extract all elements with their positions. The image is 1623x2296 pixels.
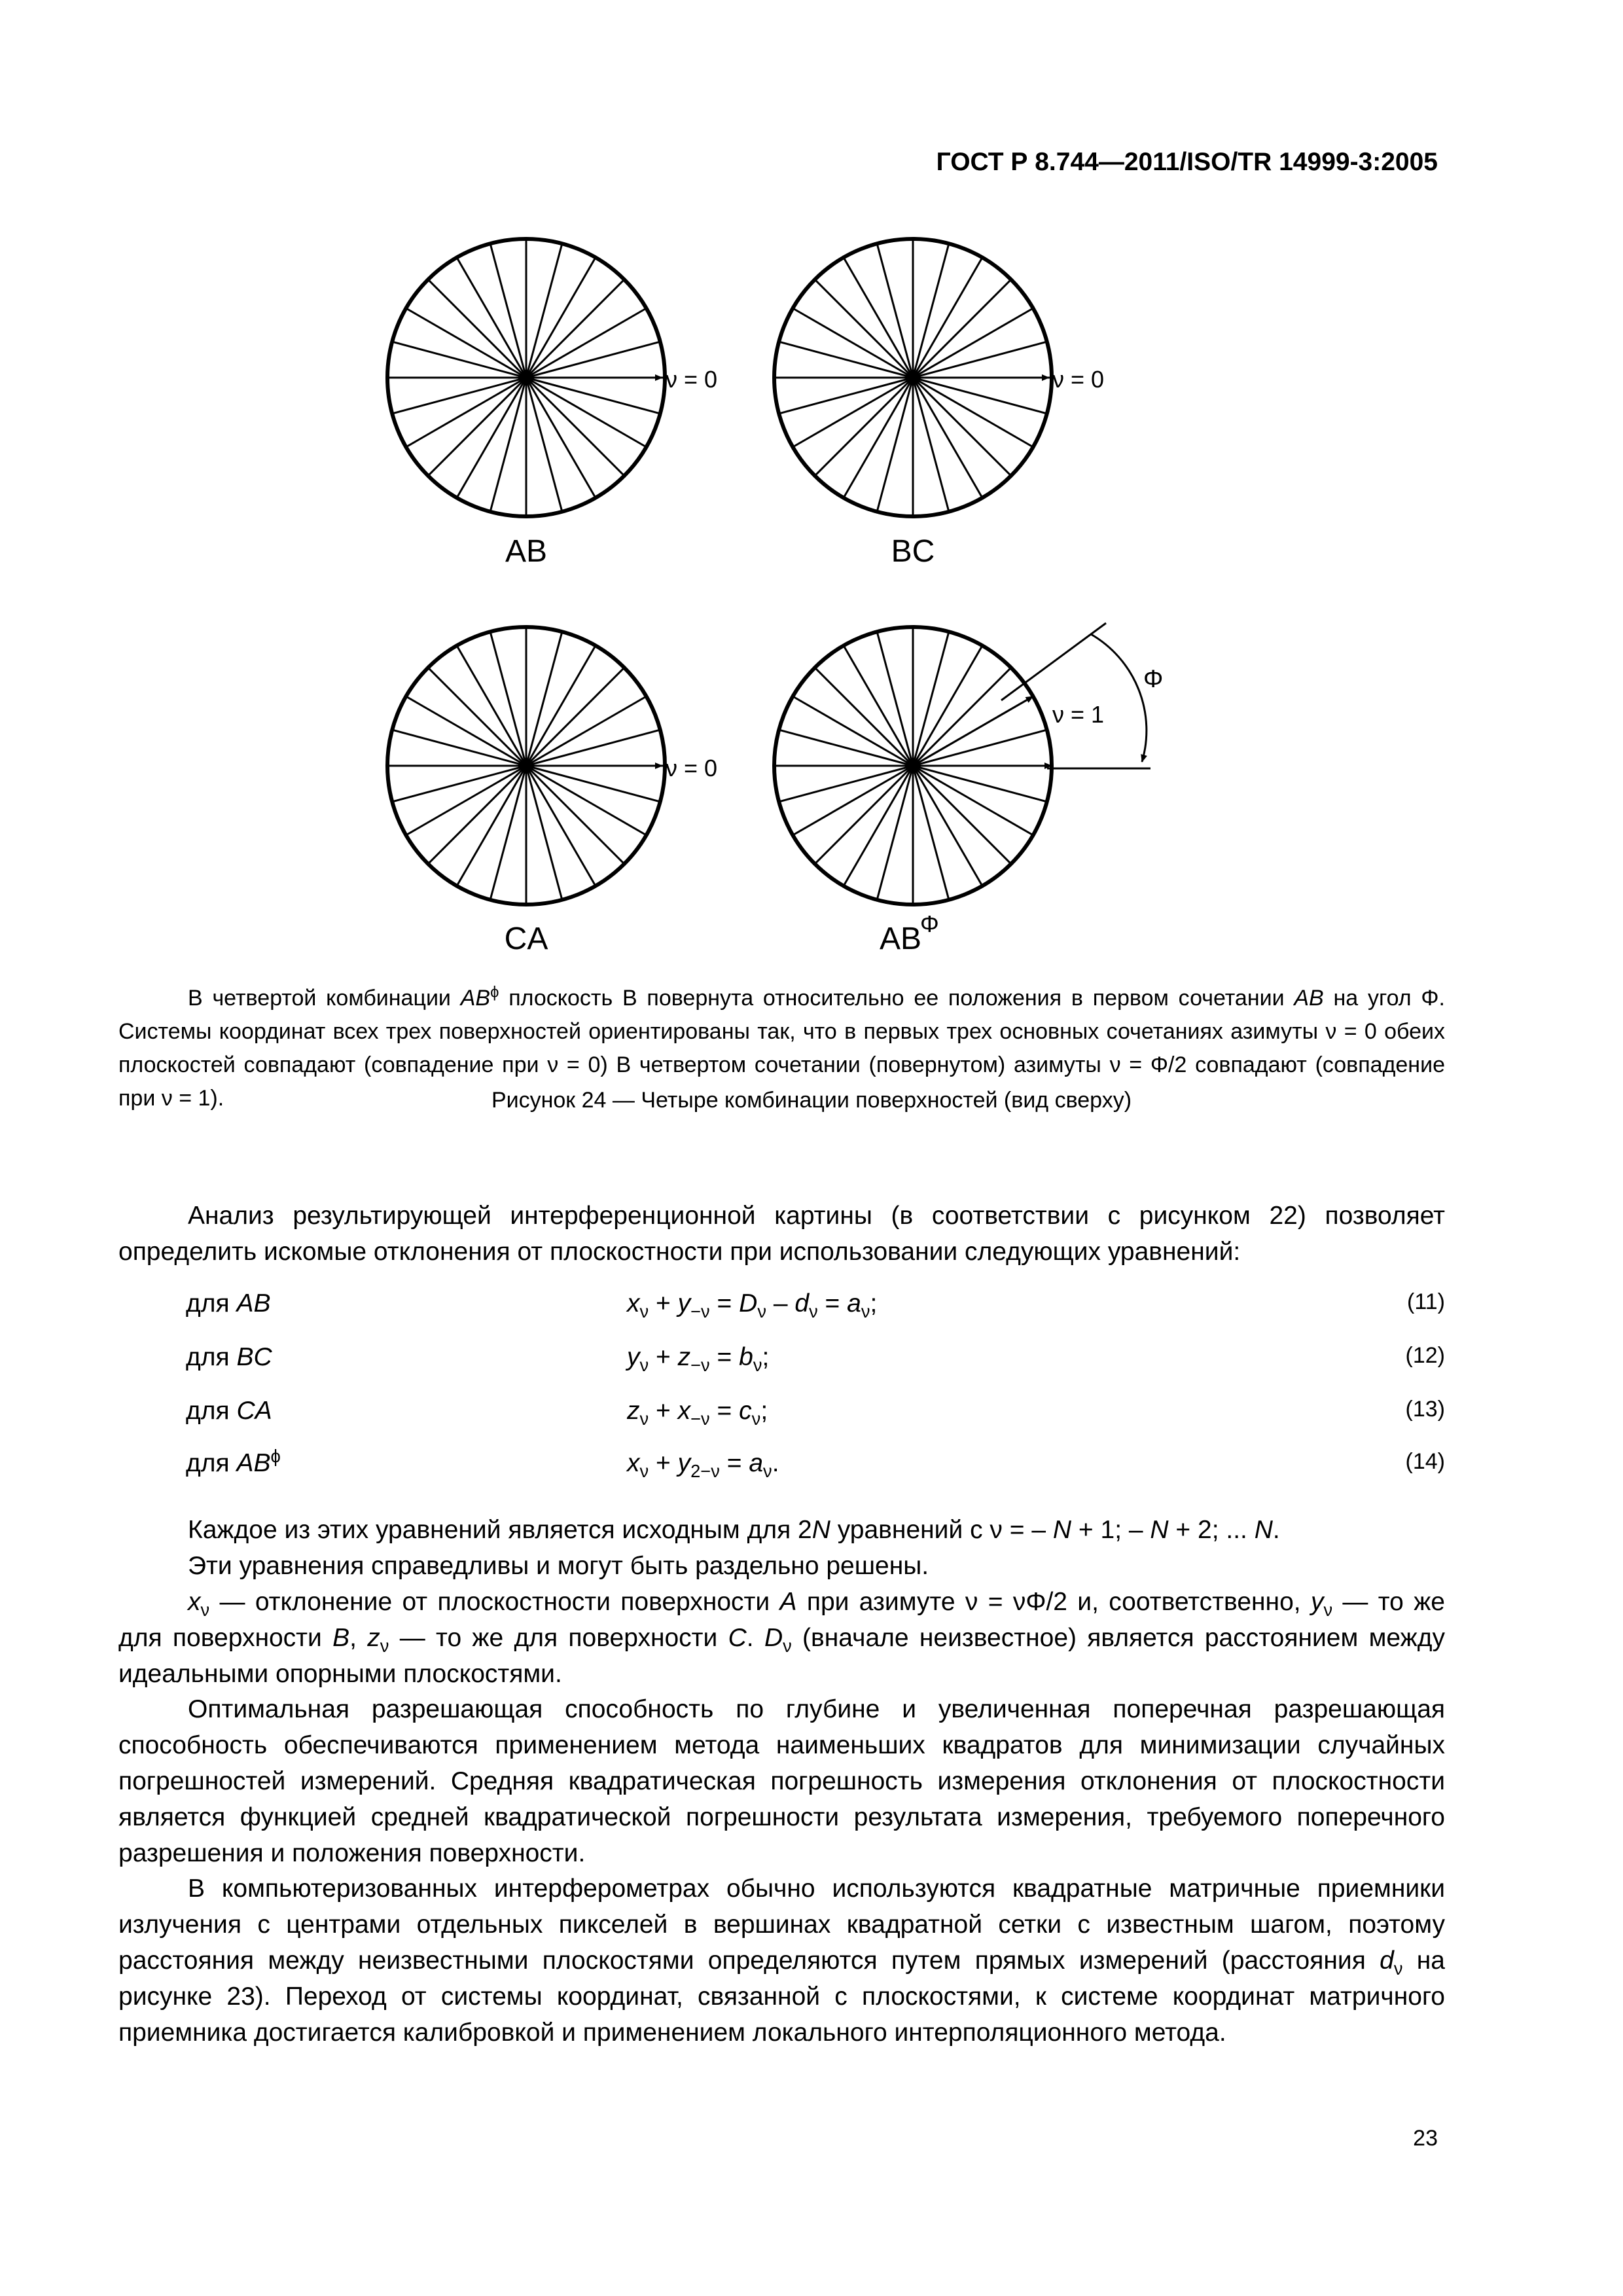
wheel-spoke	[877, 632, 913, 766]
diagram-label-ab: AB	[505, 534, 548, 569]
equation-label: BC	[236, 1343, 272, 1371]
paragraph-intro: Анализ результирующей интерференционной картины (в соответствии с рисунком 22) позволяет определить искомые отклонения от плоскостности при использовании следующих уравнений:	[118, 1202, 1445, 1266]
wheel-spoke	[913, 766, 949, 900]
azimuth-label-ca: ν = 0	[666, 755, 718, 781]
equation-formula: $z_\nu + x_{-\nu} = c_\nu$;	[627, 1397, 768, 1429]
equation-number: (11)	[1407, 1289, 1445, 1314]
wheel-spoke	[913, 342, 1047, 378]
wheel-spoke	[913, 730, 1047, 766]
document-header: ГОСТ Р 8.744—2011/ISO/TR 14999-3:2005	[936, 148, 1438, 176]
wheel-spoke	[526, 378, 660, 414]
equation-formula: $x_\nu + y_{2-\nu} = a_\nu$.	[627, 1449, 779, 1481]
wheel-spoke	[913, 766, 1047, 802]
wheel-spoke	[526, 766, 660, 802]
paragraph-equations-count: Каждое из этих уравнений является исходным для 2N уравнений с ν = – N + 1; – N + 2; ... N.	[188, 1516, 1280, 1544]
wheel-spoke	[490, 632, 526, 766]
equation-formula: $y_\nu + z_{-\nu} = b_\nu$;	[627, 1343, 770, 1375]
equation-label: CA	[236, 1397, 272, 1425]
wheel-spoke	[490, 243, 526, 378]
diagram-label-ab-phi: AB	[879, 922, 922, 956]
page-number: 23	[1413, 2126, 1438, 2151]
azimuth-label-ab: ν = 0	[666, 366, 718, 393]
angle-label: Φ	[1143, 666, 1164, 693]
wheel-center	[910, 374, 916, 381]
wheel-spoke	[392, 342, 526, 378]
diagram-label-bc: BC	[891, 534, 935, 569]
wheel-center	[523, 374, 529, 381]
diagram-label-ca: CA	[504, 922, 548, 956]
azimuth-label-bc: ν = 0	[1052, 366, 1105, 393]
equation-label: AB	[236, 1449, 271, 1477]
wheel-spoke	[877, 243, 913, 378]
wheel-ca	[387, 627, 665, 905]
wheel-spoke	[779, 342, 913, 378]
wheel-spoke	[913, 378, 949, 512]
equation-number: (13)	[1405, 1397, 1445, 1422]
equation-number: (12)	[1405, 1343, 1445, 1368]
wheel-spoke	[779, 378, 913, 414]
wheel-ab-phi	[774, 627, 1052, 905]
wheel-center	[523, 762, 529, 769]
diagram-label-ab-phi-sup: Φ	[920, 910, 939, 937]
wheel-ab	[387, 239, 665, 516]
rotated-reference-line	[1001, 623, 1106, 700]
wheel-spoke	[490, 378, 526, 512]
equation-row: для BC $y_\nu + z_{-\nu} = b_\nu$; (12)	[186, 1343, 1445, 1375]
equation-label: AB	[236, 1289, 271, 1318]
wheel-spoke	[877, 378, 913, 512]
wheel-spoke	[526, 342, 660, 378]
equation-row: для CA $z_\nu + x_{-\nu} = c_\nu$; (13)	[186, 1397, 1445, 1429]
figure-caption: В четвертой комбинации $AB^\phi$ плоскость B повернута относительно ее положения в первом сочетании AB на угол Φ. Системы координат всех трех поверхностей ориентированы так, что в первых трех основных сочетаниях азимуты ν = 0 обеих плоскостей совпадают (совпадение при ν = 0) В четвертом сочетании (повернутом) азимуты ν = Φ/2 совпадают (совпадение при ν = 1).	[118, 983, 1446, 1111]
wheel-spoke	[392, 766, 526, 802]
paragraph-computerized: В компьютеризованных интерферометрах обычно используются квадратные матричные приемники излучения с центрами отдельных пикселей в вершинах квадратной сетки с известным шагом, поэтому расстояния между неизвестными плоскостями определяются путем прямых измерений (расстояния $d_\nu$ на рисунке 23). Переход от системы координат, связанной с плоскостями, к системе координат матричного приемника достигается калибровкой и применением локального интерполяционного метода.	[118, 1874, 1445, 2047]
wheel-spoke	[913, 632, 949, 766]
paragraph-deviation: $x_\nu$ — отклонение от плоскостности поверхности A при азимуте ν = νΦ/2 и, соответственно, $y_\nu$ — то же для поверхности B, $z_\nu$ — то же для поверхности C. $D_\nu$ (вначале неизвестное) является расстоянием между идеальными опорными плоскостями.	[118, 1588, 1445, 1688]
equation-number: (14)	[1405, 1449, 1445, 1474]
wheel-spoke	[526, 632, 562, 766]
wheel-spoke	[526, 766, 562, 900]
equation-formula: $x_\nu + y_{-\nu} = D_\nu - d_\nu = a_\nu$;	[627, 1289, 878, 1321]
wheel-spoke	[526, 730, 660, 766]
wheel-center	[910, 762, 916, 769]
wheel-spoke	[913, 243, 949, 378]
figure-24-diagram	[0, 0, 1623, 969]
wheel-spoke	[779, 766, 913, 802]
wheel-spoke	[526, 378, 562, 512]
paragraph-optimal-resolution: Оптимальная разрешающая способность по глубине и увеличенная поперечная разрешающая способность обеспечиваются применением метода наименьших квадратов для минимизации случайных погрешностей измерений. Средняя квадратическая погрешность измерения отклонения от плоскостности является функцией средней квадратической погрешности результата измерения, требуемого поперечного разрешения и положения поверхности.	[118, 1695, 1445, 1867]
angle-arc	[1091, 634, 1147, 762]
figure-title: Рисунок 24 — Четыре комбинации поверхностей (вид сверху)	[491, 1088, 1132, 1113]
equation-row: для AB $x_\nu + y_{-\nu} = D_\nu - d_\nu = a_\nu$; (11)	[186, 1289, 1445, 1321]
wheel-spoke	[913, 378, 1047, 414]
azimuth-label-ab-phi: ν = 1	[1052, 701, 1105, 728]
wheel-spoke	[490, 766, 526, 900]
wheel-spoke	[526, 243, 562, 378]
wheel-bc	[774, 239, 1052, 516]
wheel-spoke	[392, 378, 526, 414]
wheel-spoke	[779, 730, 913, 766]
equation-row: для $AB^\phi$ $x_\nu + y_{2-\nu} = a_\nu$. (14)	[186, 1446, 1445, 1481]
wheel-spoke	[877, 766, 913, 900]
wheel-spoke	[392, 730, 526, 766]
paragraph-solvable: Эти уравнения справедливы и могут быть раздельно решены.	[188, 1552, 929, 1580]
